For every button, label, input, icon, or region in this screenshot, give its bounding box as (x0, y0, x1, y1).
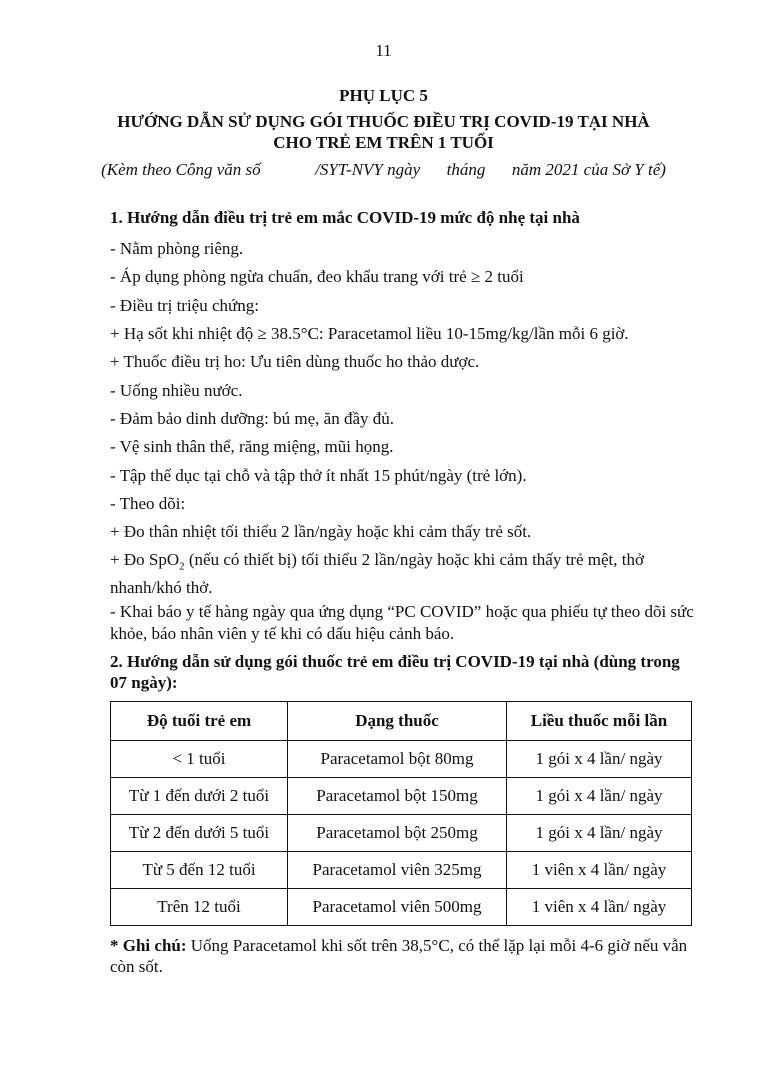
header-form: Dạng thuốc (288, 702, 507, 741)
title-line-1: HƯỚNG DẪN SỬ DỤNG GÓI THUỐC ĐIỀU TRỊ COVID-19 TẠI NHÀ (117, 112, 650, 131)
text-line: + Hạ sốt khi nhiệt độ ≥ 38.5°C: Paracetamol liều 10-15mg/kg/lần mỗi 6 giờ. (110, 324, 629, 343)
cell-age: Trên 12 tuổi (111, 889, 288, 926)
spo2-subscript: 2 (179, 560, 185, 573)
note-text: Uống Paracetamol khi sốt trên 38,5°C, có thể lặp lại mỗi 4-6 giờ nếu vẫn còn sốt. (110, 936, 688, 976)
table-row (111, 815, 692, 852)
cell-form: Paracetamol viên 500mg (288, 889, 507, 926)
table-header-row (111, 702, 692, 741)
attachment-reference (0, 160, 767, 180)
text-line: + Thuốc điều trị ho: Ưu tiên dùng thuốc ho thảo dược. (110, 352, 480, 371)
section-2-heading: 2. Hướng dẫn sử dụng gói thuốc trẻ em điều trị COVID-19 tại nhà (dùng trong 07 ngày): (110, 652, 680, 692)
cell-dose: 1 viên x 4 lần/ ngày (507, 852, 692, 889)
cell-dose: 1 gói x 4 lần/ ngày (507, 741, 692, 778)
note-label: * Ghi chú: (110, 936, 187, 955)
text-line: - Điều trị triệu chứng: (110, 296, 259, 315)
cell-form: Paracetamol bột 150mg (288, 778, 507, 815)
section-1-heading: 1. Hướng dẫn điều trị trẻ em mắc COVID-19 mức độ nhẹ tại nhà (110, 208, 580, 227)
text-line: - Nằm phòng riêng. (110, 239, 244, 258)
text-line: - Vệ sinh thân thể, răng miệng, mũi họng. (110, 437, 394, 456)
page-number: 11 (375, 41, 392, 60)
text-line: - Tập thể dục tại chỗ và tập thở ít nhất 15 phút/ngày (trẻ lớn). (110, 466, 527, 485)
header-dose: Liều thuốc mỗi lần (507, 702, 692, 741)
dosage-table (110, 701, 692, 926)
table-row (111, 778, 692, 815)
cell-age: Từ 2 đến dưới 5 tuổi (111, 815, 288, 852)
table-row (111, 741, 692, 778)
attachment-part-1: (Kèm theo Công văn số (101, 160, 261, 179)
cell-form: Paracetamol bột 80mg (288, 741, 507, 778)
attachment-part-3: tháng (446, 160, 486, 179)
spo2-prefix: + Đo SpO (110, 550, 180, 569)
cell-dose: 1 gói x 4 lần/ ngày (507, 778, 692, 815)
cell-form: Paracetamol viên 325mg (288, 852, 507, 889)
cell-age: Từ 5 đến 12 tuổi (111, 852, 288, 889)
report-line: - Khai báo y tế hàng ngày qua ứng dụng “PC COVID” hoặc qua phiếu tự theo dõi sức khỏe, báo nhân viên y tế khi có dấu hiệu cảnh báo. (110, 602, 694, 643)
note (110, 935, 700, 977)
header-age: Độ tuổi trẻ em (111, 702, 288, 741)
text-line: - Đảm bảo dinh dưỡng: bú mẹ, ăn đầy đủ. (110, 409, 395, 428)
text-line: - Áp dụng phòng ngừa chuẩn, đeo khẩu trang với trẻ ≥ 2 tuổi (110, 267, 524, 286)
document-title (60, 111, 707, 153)
text-line: - Theo dõi: (110, 494, 186, 513)
text-line: - Uống nhiều nước. (110, 381, 243, 400)
title-line-2: CHO TRẺ EM TRÊN 1 TUỔI (273, 133, 494, 152)
cell-age: Từ 1 đến dưới 2 tuổi (111, 778, 288, 815)
text-line: + Đo thân nhiệt tối thiểu 2 lần/ngày hoặc khi cảm thấy trẻ sốt. (110, 522, 532, 541)
table-row (111, 889, 692, 926)
appendix-label: PHỤ LỤC 5 (339, 86, 428, 105)
attachment-part-2: /SYT-NVY ngày (315, 160, 421, 179)
spo2-rest: (nếu có thiết bị) tối thiểu 2 lần/ngày hoặc khi cảm thấy trẻ mệt, thở nhanh/khó thở. (110, 550, 644, 598)
table-row (111, 852, 692, 889)
cell-dose: 1 gói x 4 lần/ ngày (507, 815, 692, 852)
spo2-line (110, 549, 700, 599)
attachment-part-4: năm 2021 của Sở Y tế) (511, 160, 666, 179)
cell-age: < 1 tuổi (111, 741, 288, 778)
cell-dose: 1 viên x 4 lần/ ngày (507, 889, 692, 926)
cell-form: Paracetamol bột 250mg (288, 815, 507, 852)
